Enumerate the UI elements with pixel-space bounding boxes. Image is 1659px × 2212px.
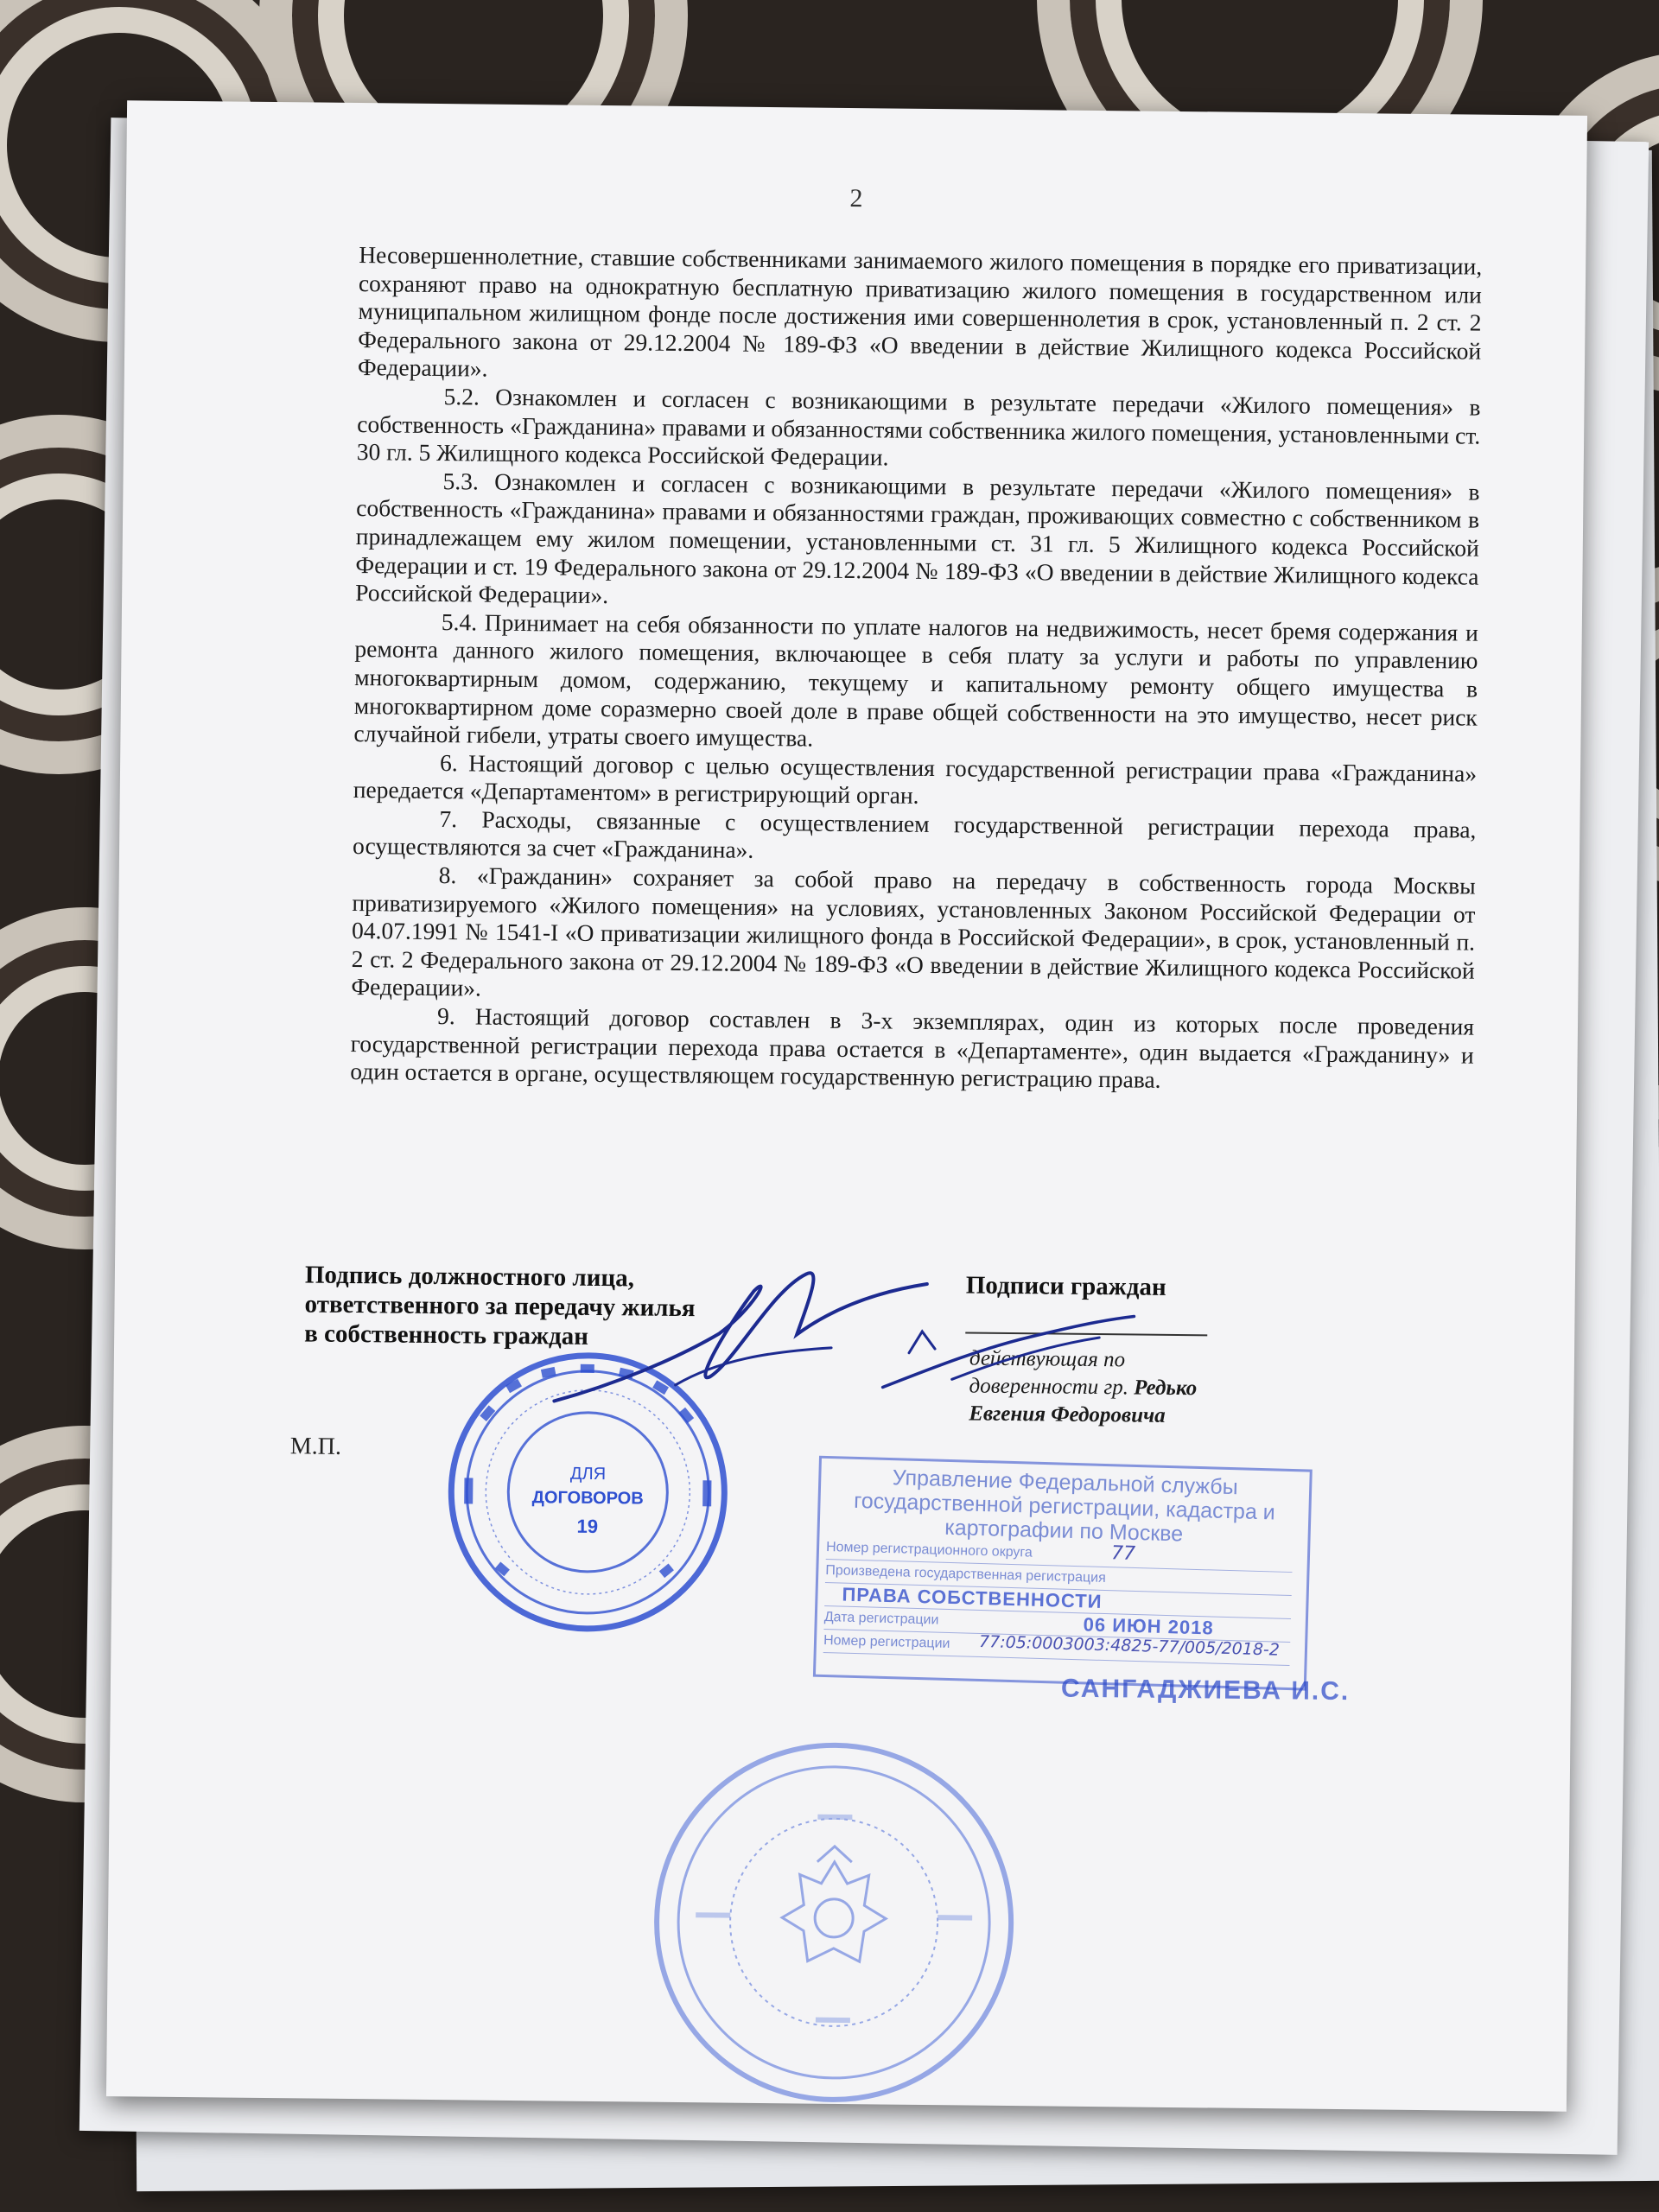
proxy-name: Евгения Федоровича — [969, 1402, 1166, 1427]
paragraph-7: 7. Расходы, связанные с осуществлением государственной регистрации перехода права, осуществляются за счет «Гражданина». — [352, 804, 1477, 864]
paragraph-5-3: 5.3. Ознакомлен и согласен с возникающими в результате передачи «Жилого помещения» в собственность «Гражданина» правами и обязанностями граждан, проживающих совместно с собственником в принадлежащем ему жилом помещении, установленными ст. 31 гл. 5 Жилищного кодекса Российской Федерации и ст. 19 Федерального закона от 29.12.2004 № 189-ФЗ «О введении в действие Жилищного кодекса Российской Федерации». — [355, 467, 1480, 609]
registration-stamp — [813, 1456, 1313, 1691]
stamp-center-line: ДОГОВОРОВ — [531, 1488, 644, 1509]
registration-label: Номер регистрационного округа — [825, 1539, 1033, 1560]
registration-label: Номер регистрации — [823, 1632, 950, 1652]
paragraph-6: 6. Настоящий договор с целью осуществления государственной регистрации права «Гражданина» передается «Департаментом» в регистрирующий орган. — [353, 748, 1478, 810]
eagle-emblem-icon — [782, 1846, 887, 1961]
official-label-line: ответственного за передачу жилья — [304, 1290, 696, 1323]
paragraph-9: 9. Настоящий договор составлен в 3-х экземплярах, один из которых после проведения государственной регистрации перехода права остается в «Департаменте», один выдается «Гражданину» и один остается в органе, осуществляющем государственную регистрацию права. — [350, 1002, 1475, 1094]
registration-label: Дата регистрации — [823, 1609, 939, 1628]
proxy-line: действующая по — [969, 1346, 1126, 1372]
official-label-line: Подпись должностного лица, — [304, 1261, 635, 1293]
registered-right: ПРАВА СОБСТВЕННОСТИ — [842, 1583, 1103, 1612]
registrar-name: САНГАДЖИЕВА И.С. — [1060, 1674, 1351, 1707]
paragraph-minors: Несовершеннолетние, ставшие собственниками занимаемого жилого помещения в порядке его приватизации, сохраняют право на однократную бесплатную приватизацию жилого помещения в государственном или муниципальном жилищном фонде после достижения ими совершеннолетия в срок, установленный п. 2 ст. 2 Федерального закона от 29.12.2004 № 189-ФЗ «О введении в действие Жилищного кодекса Российской Федерации». — [357, 241, 1483, 382]
district-number: 77 — [1110, 1542, 1136, 1565]
stamp-center-number: 19 — [576, 1515, 599, 1538]
citizens-signature-label: Подписи граждан — [965, 1271, 1166, 1301]
paragraph-8: 8. «Гражданин» сохраняет за собой право на передачу в собственность города Москвы приватизируемого «Жилого помещения» на условиях, установленных Законом Российской Федерации от 04.07.1991 № 1541-I «О приватизации жилищного фонда в Российской Федерации», в срок, установленный п. 2 ст. 2 Федерального закона от 29.12.2004 № 189-ФЗ «О введении в действие Жилищного кодекса Российской Федерации». — [351, 861, 1476, 1001]
registration-number: 77:05:0003003:4825-77/005/2018-2 — [978, 1631, 1281, 1660]
stamp-center-line: ДЛЯ — [569, 1464, 607, 1484]
proxy-name: Редько — [1134, 1376, 1198, 1401]
registration-date: 06 ИЮН 2018 — [1083, 1613, 1215, 1639]
contract-body — [350, 241, 1482, 1097]
registration-stamp-title: Управление Федеральной службы государственной регистрации, кадастра и картографии по Москве — [853, 1465, 1276, 1547]
registration-label: Произведена государственная регистрация — [825, 1562, 1106, 1586]
proxy-text: доверенности гр. — [969, 1374, 1129, 1400]
paragraph-5-2: 5.2. Ознакомлен и согласен с возникающими в результате передачи «Жилого помещения» в собственность «Гражданина» правами и обязанностями собственника жилого помещения, установленными ст. 30 гл. 5 Жилищного кодекса Российской Федерации. — [356, 383, 1481, 471]
seal-place-label: М.П. — [289, 1433, 342, 1460]
citizen-signature — [874, 1300, 1151, 1407]
page-number: 2 — [849, 183, 863, 213]
document-page — [106, 100, 1587, 2112]
paragraph-5-4: 5.4. Принимает на себя обязанности по уплате налогов на недвижимость, несет бремя содержания и ремонта данного жилого помещения, включающее в себя плату за услуги и работы по управлению многоквартирным домом, содержанию, текущему и капитальному ремонту общего имущества в многоквартирном доме соразмерно своей доле в праве общей собственности на это имущество, несет риск случайной гибели, утраты своего имущества. — [353, 607, 1478, 752]
official-label-line: в собственность граждан — [304, 1319, 589, 1351]
rosreestr-seal — [642, 1731, 1027, 2115]
